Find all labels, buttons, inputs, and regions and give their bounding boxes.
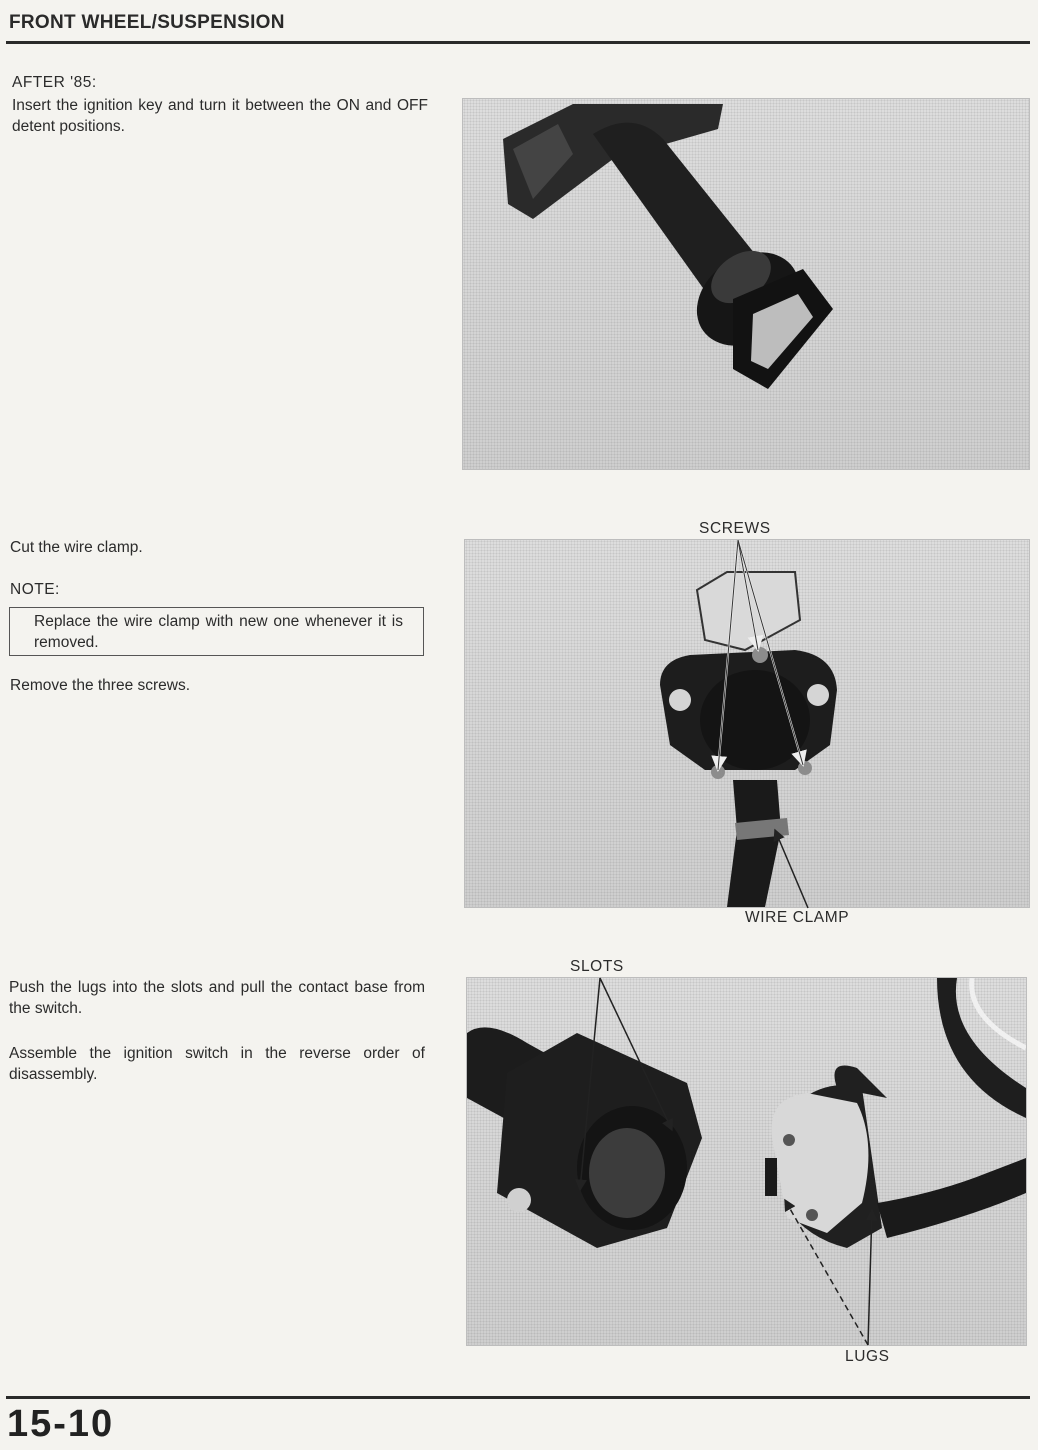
step-paragraph: Cut the wire clamp. (10, 539, 143, 556)
callout-screws: SCREWS (699, 520, 771, 537)
note-label: NOTE: (10, 581, 60, 598)
contact-base-illustration (467, 978, 1026, 1345)
page-number: 15-10 (7, 1403, 115, 1445)
photo-contact-base (466, 977, 1027, 1346)
header-rule (6, 41, 1030, 44)
step-paragraph: Push the lugs into the slots and pull the contact base from the switch. (9, 979, 425, 1017)
step-paragraph: Assemble the ignition switch in the reverse order of disassembly. (9, 1045, 425, 1083)
section-title: FRONT WHEEL/SUSPENSION (9, 12, 285, 33)
callout-lugs: LUGS (845, 1348, 890, 1365)
step-paragraph: Insert the ignition key and turn it between the ON and OFF detent positions. (12, 97, 428, 135)
step-paragraph: Remove the three screws. (10, 677, 191, 694)
ignition-key-illustration (463, 99, 1029, 469)
switch-screws-illustration (465, 540, 1029, 907)
step-heading: AFTER '85: (12, 74, 97, 91)
callout-wire-clamp: WIRE CLAMP (745, 909, 850, 926)
note-box: Replace the wire clamp with new one whenever it is removed. (9, 607, 424, 656)
callout-slots: SLOTS (570, 958, 624, 975)
footer-rule (6, 1396, 1030, 1399)
photo-ignition-key (462, 98, 1030, 470)
photo-switch-screws (464, 539, 1030, 908)
